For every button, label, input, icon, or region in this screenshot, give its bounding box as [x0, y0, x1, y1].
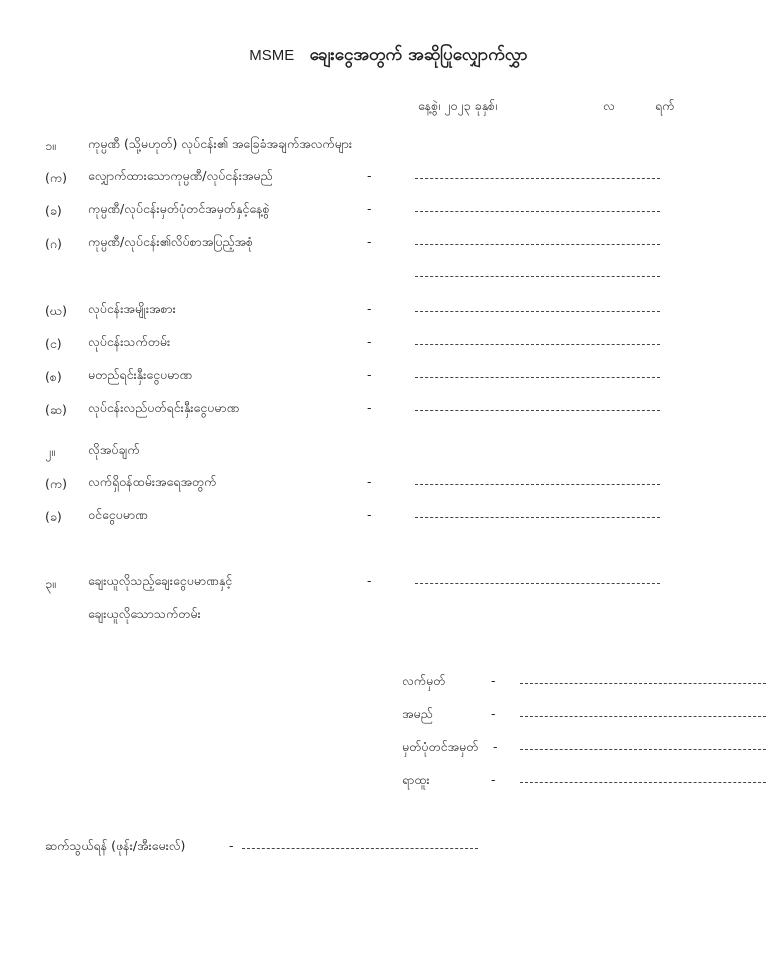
name-field[interactable] — [520, 716, 766, 717]
position-label: ရာထူး — [402, 772, 430, 787]
working-capital-field[interactable] — [415, 410, 660, 411]
separator: - — [367, 168, 372, 183]
contact-field[interactable] — [242, 848, 478, 849]
date-month-label: လ — [603, 98, 615, 113]
separator: - — [491, 772, 496, 787]
income-label: ဝင်ငွေပမာဏ — [88, 507, 148, 522]
company-name-label: လျှောက်ထားသောကုမ္ပဏီ/လုပ်ငန်းအမည် — [88, 168, 273, 183]
business-duration-label: လုပ်ငန်းသက်တမ်း — [88, 334, 171, 349]
separator: - — [367, 201, 372, 216]
id-number-field[interactable] — [520, 749, 766, 750]
item-number: (ဃ) — [45, 303, 67, 318]
separator: - — [367, 334, 372, 349]
item-number: (ခ) — [45, 509, 62, 524]
contact-label: ဆက်သွယ်ရန် (ဖုန်း/အီးမေးလ်) — [45, 838, 186, 853]
separator: - — [491, 673, 496, 688]
section3-number: ၃။ — [45, 576, 56, 591]
loan-amount-label: ချေးယူလိုသည့်ချေးငွေပမာဏနှင့် — [88, 573, 233, 588]
fixed-capital-label: မတည်ရင်းနှီးငွေပမာဏ — [88, 367, 193, 382]
signature-field[interactable] — [520, 683, 766, 684]
business-type-field[interactable] — [415, 311, 660, 312]
position-field[interactable] — [520, 782, 766, 783]
fixed-capital-field[interactable] — [415, 377, 660, 378]
income-field[interactable] — [415, 517, 660, 518]
item-number: (ခ) — [45, 203, 62, 218]
item-number: (င) — [45, 336, 62, 351]
loan-amount-field[interactable] — [415, 583, 660, 584]
date-day-label: ရက် — [655, 98, 675, 113]
separator: - — [367, 474, 372, 489]
item-number: (က) — [45, 476, 67, 491]
address-label: ကုမ္ပဏီ/လုပ်ငန်း၏လိပ်စာအပြည့်အစုံ — [88, 234, 254, 249]
business-duration-field[interactable] — [415, 344, 660, 345]
form-title — [0, 44, 777, 69]
section1-number: ၁။ — [45, 138, 56, 153]
title-prefix: MSME — [249, 47, 295, 64]
id-number-label: မှတ်ပုံတင်အမှတ် — [402, 739, 479, 754]
registration-number-label: ကုမ္ပဏီ/လုပ်ငန်းမှတ်ပုံတင်အမှတ်နှင့်နေ့စွဲ — [88, 201, 270, 216]
working-capital-label: လုပ်ငန်းလည်ပတ်ရင်းနှီးငွေပမာဏ — [88, 400, 240, 415]
separator: - — [493, 739, 498, 754]
name-label: အမည် — [402, 706, 433, 721]
separator: - — [367, 367, 372, 382]
item-number: (က) — [45, 170, 67, 185]
employee-count-label: လက်ရှိဝန်ထမ်းအရေအတွက် — [88, 474, 217, 489]
loan-term-label: ချေးယူလိုသောသက်တမ်း — [88, 606, 201, 621]
company-name-field[interactable] — [415, 178, 660, 179]
item-number: (ဂ) — [45, 236, 62, 251]
section2-heading: လိုအပ်ချက် — [88, 442, 140, 457]
item-number: (ဆ) — [45, 402, 67, 417]
separator: - — [367, 234, 372, 249]
address-field-line2[interactable] — [415, 276, 660, 277]
separator: - — [367, 573, 372, 588]
item-number: (စ) — [45, 369, 62, 384]
separator: - — [229, 838, 234, 853]
employee-count-field[interactable] — [415, 484, 660, 485]
title-main: ချေးငွေအတွက် အဆိုပြုလျှောက်လွှာ — [309, 45, 528, 65]
separator: - — [367, 301, 372, 316]
address-field-line1[interactable] — [415, 244, 660, 245]
business-type-label: လုပ်ငန်းအမျိုးအစား — [88, 301, 176, 316]
section2-number: ၂။ — [45, 444, 55, 459]
section1-heading: ကုမ္ပဏီ (သို့မဟုတ်) လုပ်ငန်း၏ အခြေခံအချက်အလက်များ — [88, 136, 353, 151]
separator: - — [367, 507, 372, 522]
separator: - — [491, 706, 496, 721]
signature-label: လက်မှတ် — [402, 673, 446, 688]
registration-number-field[interactable] — [415, 211, 660, 212]
separator: - — [367, 400, 372, 415]
date-label: နေ့စွဲ၊ ၂၀၂၃ ခုနှစ်၊ — [418, 98, 498, 113]
